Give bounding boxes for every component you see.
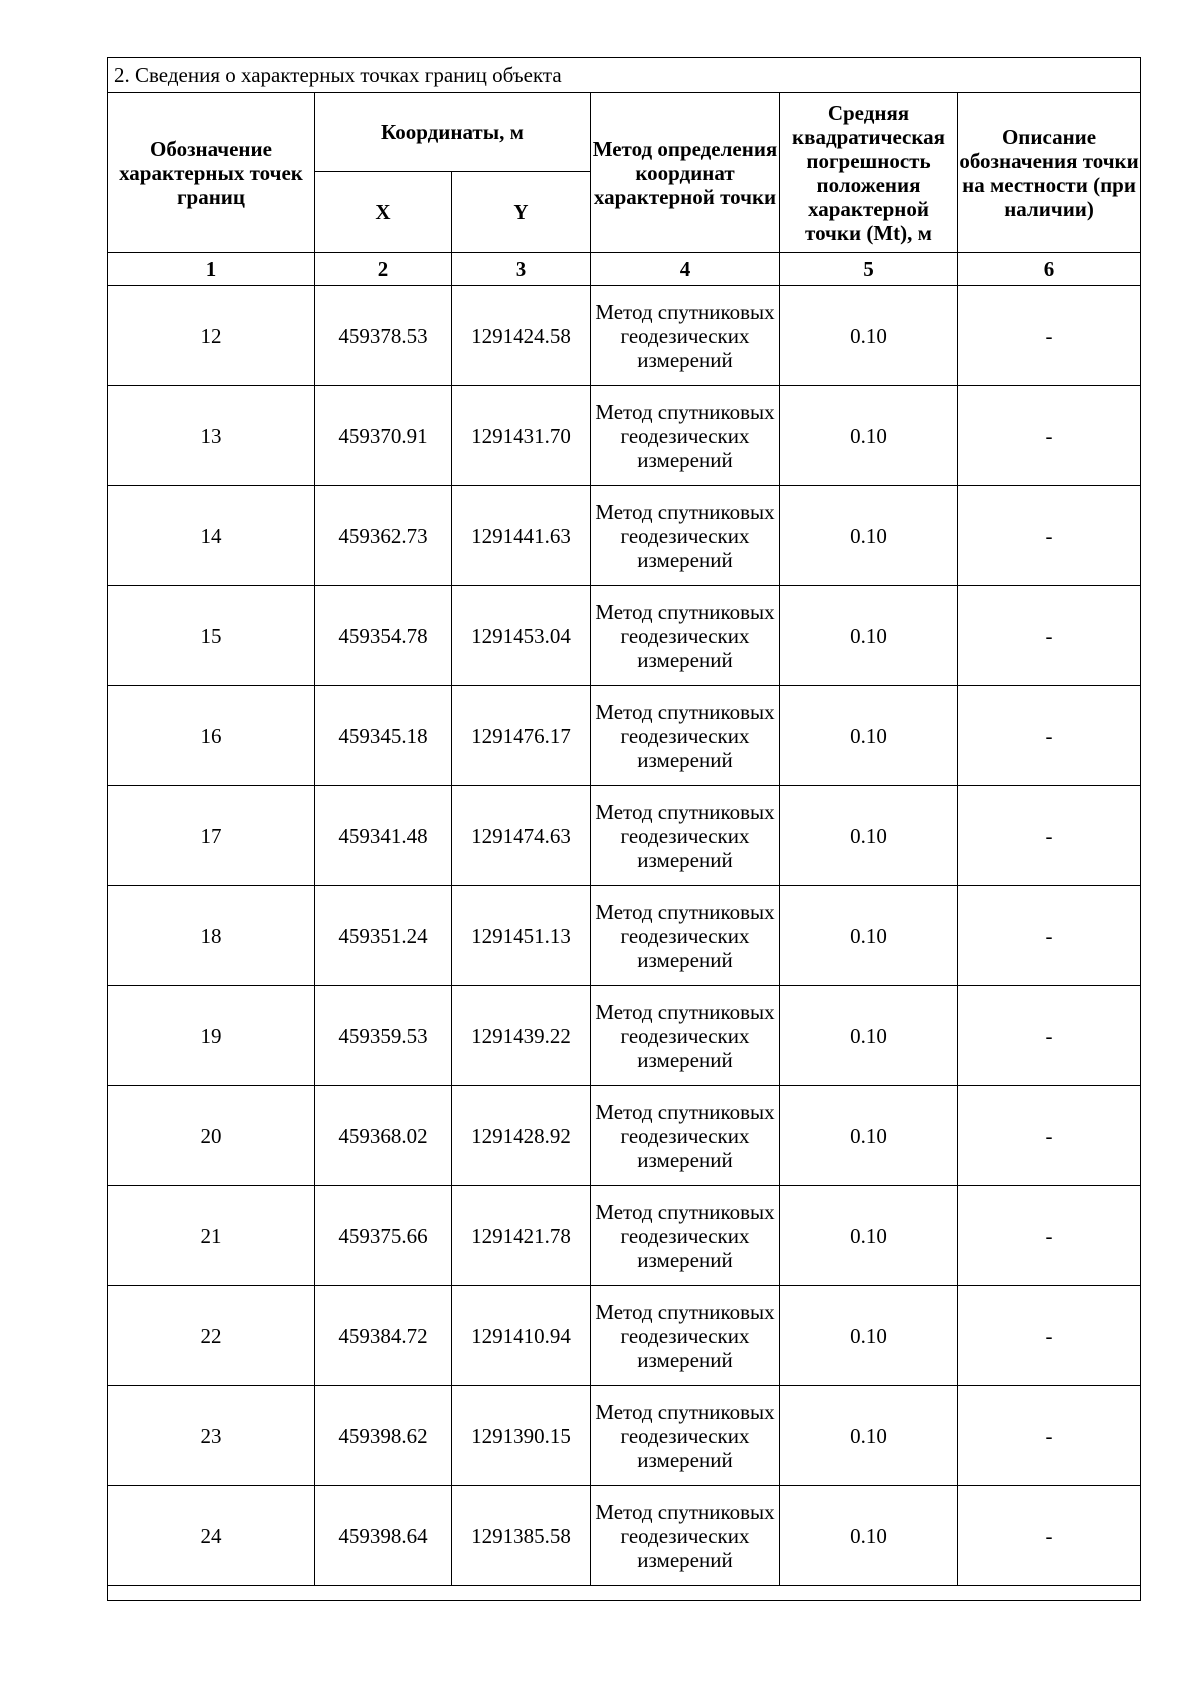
coord-x: 459368.02 bbox=[315, 1086, 452, 1186]
coord-x: 459362.73 bbox=[315, 486, 452, 586]
table-footer-row bbox=[108, 1586, 1141, 1601]
point-id: 19 bbox=[108, 986, 315, 1086]
point-id: 24 bbox=[108, 1486, 315, 1586]
coord-x: 459398.62 bbox=[315, 1386, 452, 1486]
column-number: 1 bbox=[108, 253, 315, 286]
table-row bbox=[108, 986, 1141, 1086]
coord-x: 459398.64 bbox=[315, 1486, 452, 1586]
header-x: X bbox=[315, 172, 452, 253]
method-cell: Метод спутниковых геодезических измерений bbox=[591, 886, 780, 986]
coord-x: 459384.72 bbox=[315, 1286, 452, 1386]
column-number: 2 bbox=[315, 253, 452, 286]
column-numbers-row bbox=[108, 253, 1141, 286]
header-designation: Обозначение характерных точек границ bbox=[108, 93, 315, 253]
method-cell: Метод спутниковых геодезических измерений bbox=[591, 486, 780, 586]
coord-y: 1291453.04 bbox=[452, 586, 591, 686]
error-cell: 0.10 bbox=[780, 286, 958, 386]
document-sheet bbox=[107, 57, 1140, 1601]
point-id: 13 bbox=[108, 386, 315, 486]
coord-x: 459345.18 bbox=[315, 686, 452, 786]
description-cell: - bbox=[958, 1486, 1141, 1586]
column-number: 4 bbox=[591, 253, 780, 286]
coord-x: 459341.48 bbox=[315, 786, 452, 886]
point-id: 16 bbox=[108, 686, 315, 786]
coord-x: 459359.53 bbox=[315, 986, 452, 1086]
coord-x: 459351.24 bbox=[315, 886, 452, 986]
header-coordinates: Координаты, м bbox=[315, 93, 591, 172]
error-cell: 0.10 bbox=[780, 1286, 958, 1386]
description-cell: - bbox=[958, 486, 1141, 586]
point-id: 18 bbox=[108, 886, 315, 986]
header-y: Y bbox=[452, 172, 591, 253]
coord-y: 1291441.63 bbox=[452, 486, 591, 586]
error-cell: 0.10 bbox=[780, 1086, 958, 1186]
description-cell: - bbox=[958, 686, 1141, 786]
column-number: 6 bbox=[958, 253, 1141, 286]
table-row bbox=[108, 786, 1141, 886]
description-cell: - bbox=[958, 1186, 1141, 1286]
table-row bbox=[108, 286, 1141, 386]
method-cell: Метод спутниковых геодезических измерений bbox=[591, 686, 780, 786]
point-id: 14 bbox=[108, 486, 315, 586]
coord-x: 459378.53 bbox=[315, 286, 452, 386]
method-cell: Метод спутниковых геодезических измерений bbox=[591, 1286, 780, 1386]
table-row bbox=[108, 686, 1141, 786]
error-cell: 0.10 bbox=[780, 386, 958, 486]
description-cell: - bbox=[958, 1086, 1141, 1186]
table-row bbox=[108, 1186, 1141, 1286]
error-cell: 0.10 bbox=[780, 686, 958, 786]
method-cell: Метод спутниковых геодезических измерений bbox=[591, 1186, 780, 1286]
coord-y: 1291439.22 bbox=[452, 986, 591, 1086]
description-cell: - bbox=[958, 386, 1141, 486]
coord-y: 1291424.58 bbox=[452, 286, 591, 386]
point-id: 22 bbox=[108, 1286, 315, 1386]
description-cell: - bbox=[958, 286, 1141, 386]
description-cell: - bbox=[958, 1286, 1141, 1386]
method-cell: Метод спутниковых геодезических измерений bbox=[591, 1086, 780, 1186]
error-cell: 0.10 bbox=[780, 1386, 958, 1486]
table-row bbox=[108, 486, 1141, 586]
coord-y: 1291390.15 bbox=[452, 1386, 591, 1486]
coord-y: 1291474.63 bbox=[452, 786, 591, 886]
coord-y: 1291385.58 bbox=[452, 1486, 591, 1586]
description-cell: - bbox=[958, 886, 1141, 986]
table-row bbox=[108, 1386, 1141, 1486]
table-caption: 2. Сведения о характерных точках границ объекта bbox=[108, 58, 1141, 93]
point-id: 23 bbox=[108, 1386, 315, 1486]
column-number: 5 bbox=[780, 253, 958, 286]
table-row bbox=[108, 886, 1141, 986]
coord-y: 1291410.94 bbox=[452, 1286, 591, 1386]
point-id: 17 bbox=[108, 786, 315, 886]
method-cell: Метод спутниковых геодезических измерений bbox=[591, 586, 780, 686]
description-cell: - bbox=[958, 1386, 1141, 1486]
coord-y: 1291476.17 bbox=[452, 686, 591, 786]
method-cell: Метод спутниковых геодезических измерений bbox=[591, 786, 780, 886]
method-cell: Метод спутниковых геодезических измерений bbox=[591, 386, 780, 486]
point-id: 20 bbox=[108, 1086, 315, 1186]
coord-x: 459375.66 bbox=[315, 1186, 452, 1286]
table-row bbox=[108, 386, 1141, 486]
table-row bbox=[108, 1486, 1141, 1586]
table-row bbox=[108, 1086, 1141, 1186]
error-cell: 0.10 bbox=[780, 886, 958, 986]
table-row bbox=[108, 586, 1141, 686]
method-cell: Метод спутниковых геодезических измерений bbox=[591, 286, 780, 386]
coord-y: 1291428.92 bbox=[452, 1086, 591, 1186]
error-cell: 0.10 bbox=[780, 1486, 958, 1586]
description-cell: - bbox=[958, 586, 1141, 686]
error-cell: 0.10 bbox=[780, 486, 958, 586]
boundary-points-table bbox=[107, 57, 1141, 1601]
column-number: 3 bbox=[452, 253, 591, 286]
coord-y: 1291451.13 bbox=[452, 886, 591, 986]
method-cell: Метод спутниковых геодезических измерений bbox=[591, 1386, 780, 1486]
error-cell: 0.10 bbox=[780, 586, 958, 686]
coord-x: 459370.91 bbox=[315, 386, 452, 486]
table-row bbox=[108, 1286, 1141, 1386]
empty-footer-cell bbox=[108, 1586, 1141, 1601]
method-cell: Метод спутниковых геодезических измерений bbox=[591, 986, 780, 1086]
coord-x: 459354.78 bbox=[315, 586, 452, 686]
point-id: 21 bbox=[108, 1186, 315, 1286]
header-error: Средняя квадратическая погрешность положения характерной точки (Mt), м bbox=[780, 93, 958, 253]
header-method: Метод определения координат характерной точки bbox=[591, 93, 780, 253]
description-cell: - bbox=[958, 986, 1141, 1086]
error-cell: 0.10 bbox=[780, 986, 958, 1086]
coord-y: 1291431.70 bbox=[452, 386, 591, 486]
method-cell: Метод спутниковых геодезических измерений bbox=[591, 1486, 780, 1586]
header-description: Описание обозначения точки на местности (при наличии) bbox=[958, 93, 1141, 253]
point-id: 15 bbox=[108, 586, 315, 686]
error-cell: 0.10 bbox=[780, 1186, 958, 1286]
point-id: 12 bbox=[108, 286, 315, 386]
description-cell: - bbox=[958, 786, 1141, 886]
error-cell: 0.10 bbox=[780, 786, 958, 886]
coord-y: 1291421.78 bbox=[452, 1186, 591, 1286]
